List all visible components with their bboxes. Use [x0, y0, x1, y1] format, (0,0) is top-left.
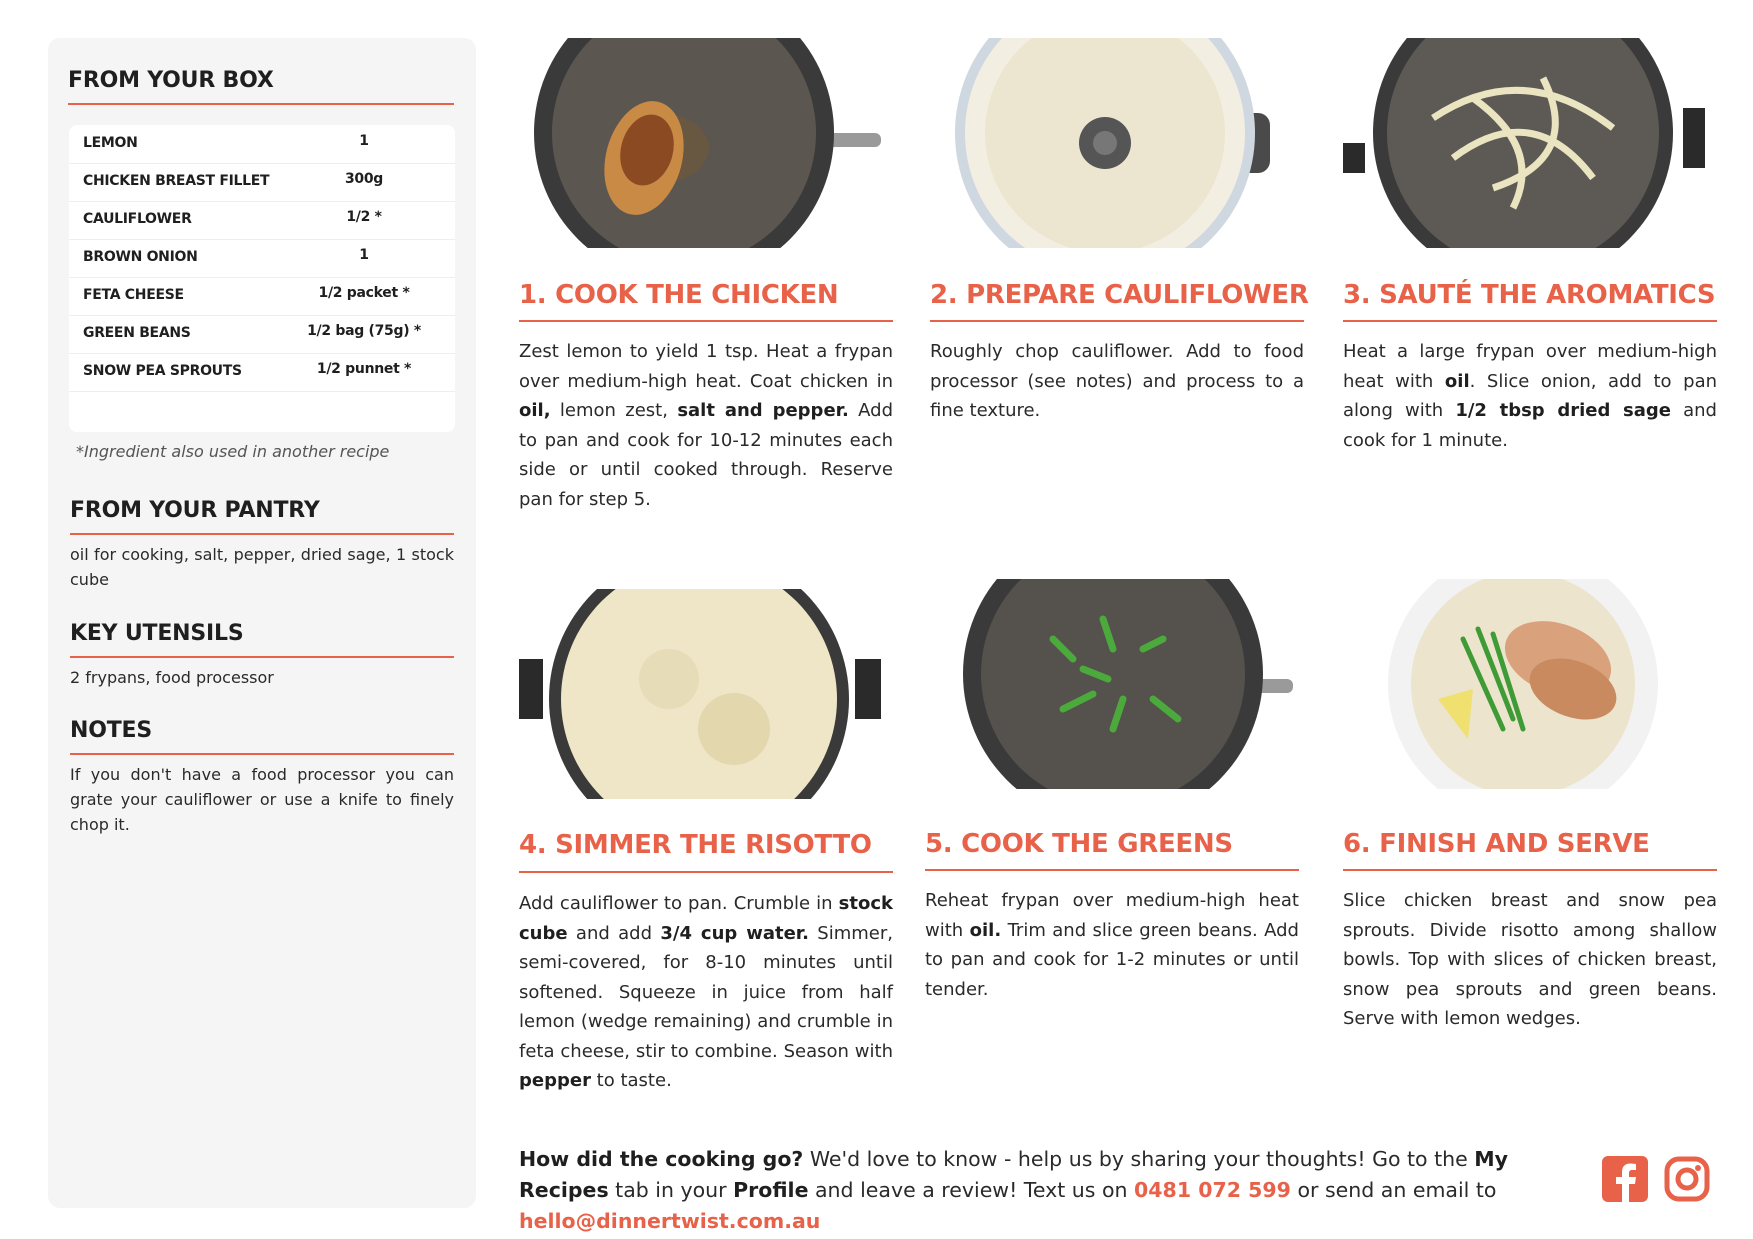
step-3-title: 3. SAUTÉ THE AROMATICS: [1343, 280, 1716, 310]
step-3-divider: [1343, 320, 1717, 322]
step-text-bold: 3/4 cup water.: [660, 922, 809, 944]
step-text-bold: 1/2 tbsp dried sage: [1455, 400, 1671, 421]
ingredient-qty: 1/2 *: [346, 209, 382, 225]
ingredient-name: BROWN ONION: [83, 249, 198, 265]
step-text-run: Simmer, semi-covered, for 8-10 minutes until softened. Squeeze in juice from half lemon (wedge remaining) and crumble in feta cheese, stir to combine. Season with: [519, 922, 894, 1062]
step-6-text: [1343, 886, 1717, 1034]
step-text-bold: oil.: [969, 919, 1002, 941]
step-text-run: Slice chicken breast and snow pea sprouts. Divide risotto among shallow bowls. Top with slices of chicken breast, snow pea sprouts and green beans. Serve with lemon wedges.: [1343, 890, 1717, 1029]
step-text-run: Reheat frypan over medium-high heat with: [925, 890, 1299, 941]
ingredient-qty: 1/2 packet *: [318, 285, 410, 301]
table-row: [69, 315, 455, 354]
facebook-icon[interactable]: [1602, 1156, 1648, 1202]
pantry-divider: [70, 533, 454, 535]
step-text-run: Trim and slice green beans. Add to pan and cook for 1-2 minutes or until tender.: [925, 919, 1299, 1000]
table-row: [69, 353, 455, 392]
table-row: [69, 163, 455, 202]
step-2-text: [930, 337, 1304, 426]
step-5-divider: [925, 869, 1299, 871]
step-2-title: 2. PREPARE CAULIFLOWER: [930, 280, 1309, 310]
table-row: [69, 201, 455, 240]
step-6-divider: [1343, 869, 1717, 871]
step-text-run: Roughly chop cauliflower. Add to food processor (see notes) and process to a fine texture.: [930, 341, 1304, 421]
utensils-text: 2 frypans, food processor: [70, 668, 274, 687]
step-2-photo: [930, 38, 1292, 248]
table-row: [69, 277, 455, 316]
step-text-run: to taste.: [590, 1070, 672, 1091]
ingredient-qty: 1: [359, 133, 369, 149]
pantry-text: oil for cooking, salt, pepper, dried sage, 1 stock cube: [70, 545, 454, 589]
step-5-photo: [963, 579, 1293, 789]
ingredient-qty: 1/2 bag (75g) *: [307, 323, 421, 339]
utensils-divider: [70, 656, 454, 658]
instagram-icon[interactable]: [1664, 1156, 1710, 1202]
step-text-bold: oil,: [519, 400, 551, 421]
step-text-run: lemon zest,: [550, 400, 678, 421]
footer-profile: Profile: [733, 1178, 809, 1202]
table-row: [69, 239, 455, 278]
feedback-footer: [519, 1144, 1579, 1237]
step-text-bold: stock cube: [519, 893, 893, 944]
footer-my-recipes: My Recipes: [519, 1147, 1509, 1202]
ingredient-name: CHICKEN BREAST FILLET: [83, 173, 270, 189]
step-5-title: 5. COOK THE GREENS: [925, 829, 1233, 859]
ingredient-footnote: *Ingredient also used in another recipe: [76, 442, 390, 461]
step-1-divider: [519, 320, 893, 322]
ingredient-name: SNOW PEA SPROUTS: [83, 363, 242, 379]
step-3-text: [1343, 337, 1717, 455]
step-6-photo: [1343, 579, 1705, 789]
ingredient-qty: 300g: [344, 171, 384, 187]
step-text-run: and add: [567, 922, 661, 944]
step-text-bold: oil: [1444, 370, 1470, 392]
utensils-title: KEY UTENSILS: [70, 621, 244, 646]
step-4-text: [519, 889, 893, 1096]
step-text-bold: pepper: [519, 1070, 591, 1091]
step-6-title: 6. FINISH AND SERVE: [1343, 829, 1650, 859]
notes-title: NOTES: [70, 718, 152, 743]
footer-phone-link[interactable]: 0481 072 599: [1134, 1178, 1291, 1202]
pantry-title: FROM YOUR PANTRY: [70, 498, 320, 523]
step-5-text: [925, 886, 1299, 1004]
footer-text: or send an email to: [1290, 1178, 1497, 1202]
step-text-run: Add cauliflower to pan. Crumble in: [519, 893, 839, 914]
step-text-bold: salt and pepper.: [677, 400, 849, 421]
step-4-photo: [519, 589, 881, 799]
footer-text: tab in your: [608, 1178, 734, 1202]
footer-question: How did the cooking go?: [519, 1147, 804, 1171]
footer-text: and leave a review! Text us on: [808, 1178, 1135, 1202]
ingredient-name: LEMON: [83, 135, 138, 151]
step-4-title: 4. SIMMER THE RISOTTO: [519, 830, 872, 860]
ingredient-qty: 1/2 punnet *: [316, 361, 412, 377]
step-1-title: 1. COOK THE CHICKEN: [519, 280, 839, 310]
footer-email-link[interactable]: hello@dinnertwist.com.au: [519, 1209, 821, 1233]
box-title-divider: [68, 103, 454, 105]
table-row: [69, 125, 455, 164]
step-2-divider: [930, 320, 1304, 322]
notes-divider: [70, 753, 454, 755]
ingredients-table: [69, 125, 455, 432]
step-text-run: . Slice onion, add to pan along with: [1343, 370, 1718, 421]
ingredient-name: GREEN BEANS: [83, 325, 191, 341]
ingredient-name: CAULIFLOWER: [83, 211, 192, 227]
step-1-photo: [519, 38, 881, 248]
footer-text: We'd love to know - help us by sharing your thoughts! Go to the: [803, 1147, 1475, 1171]
step-text-run: Add to pan and cook for 10-12 minutes each side or until cooked through. Reserve pan for step 5.: [519, 400, 894, 510]
step-4-divider: [519, 871, 893, 873]
step-1-text: [519, 337, 893, 514]
ingredient-name: FETA CHEESE: [83, 287, 184, 303]
step-text-run: Zest lemon to yield 1 tsp. Heat a frypan over medium-high heat. Coat chicken in: [519, 341, 893, 392]
step-text-run: Heat a large frypan over medium-high heat with: [1343, 341, 1717, 392]
ingredient-qty: 1: [359, 247, 369, 263]
box-title: FROM YOUR BOX: [68, 68, 274, 93]
notes-text: If you don't have a food processor you can grate your cauliflower or use a knife to finely chop it.: [70, 765, 454, 834]
step-text-run: and cook for 1 minute.: [1343, 400, 1717, 451]
step-3-photo: [1343, 38, 1705, 248]
